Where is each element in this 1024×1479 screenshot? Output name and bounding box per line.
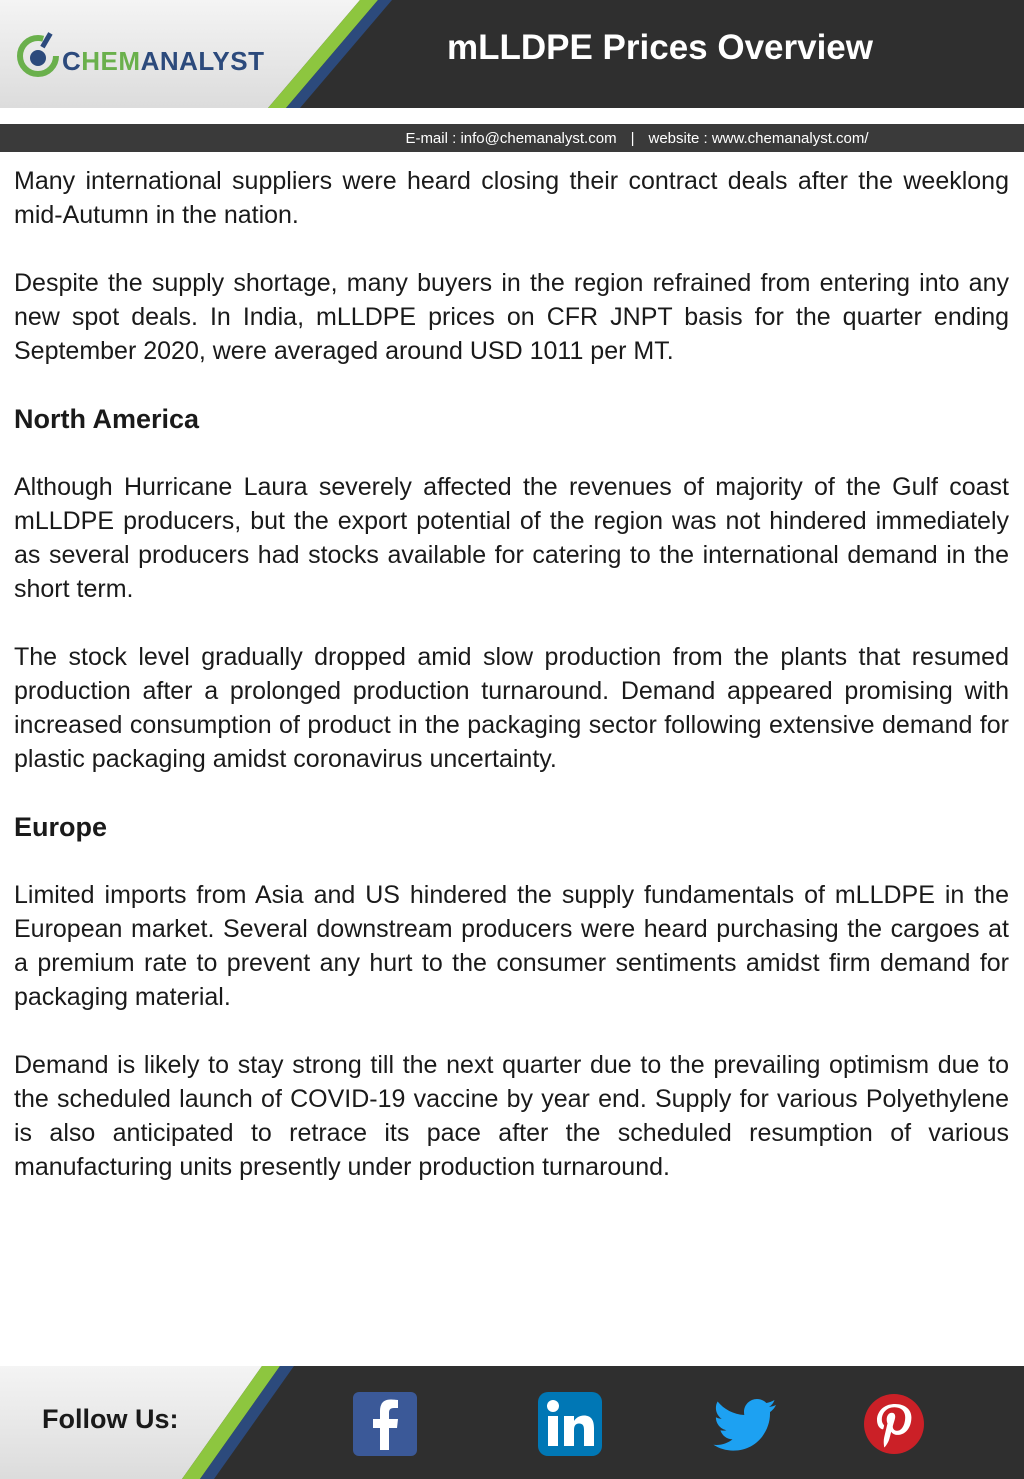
facebook-icon[interactable] [353, 1392, 417, 1456]
contact-bar [0, 124, 1024, 152]
paragraph-5: Limited imports from Asia and US hindered the supply fundamentals of mLLDPE in the European market. Several downstream producers were heard purchasing the cargoes at a premium rate to prevent any hurt to the consumer sentiments amidst firm demand for packaging material. [14, 881, 1009, 1011]
twitter-icon[interactable] [712, 1392, 776, 1456]
paragraph-2: Despite the supply shortage, many buyers in the region refrained from entering into any new spot deals. In India, mLLDPE prices on CFR JNPT basis for the quarter ending September 2020, were averaged around USD 1011 per MT. [14, 269, 1009, 365]
logo-part-c: C [62, 46, 82, 76]
article-body [14, 164, 1009, 1218]
pinterest-icon[interactable] [862, 1392, 926, 1456]
logo-part-hem: HEM [81, 46, 141, 76]
logo-part-analyst: ANALYST [140, 46, 265, 76]
paragraph-3: Although Hurricane Laura severely affected the revenues of majority of the Gulf coast mLLDPE producers, but the export potential of the region was not hindered immediately as several producers had stocks available for catering to the international demand in the short term. [14, 473, 1009, 603]
linkedin-icon[interactable] [538, 1392, 602, 1456]
contact-email[interactable]: E-mail : info@chemanalyst.com [405, 129, 617, 147]
contact-website[interactable]: website : www.chemanalyst.com/ [648, 129, 869, 147]
page-title: mLLDPE Prices Overview [446, 28, 874, 67]
contact-separator: | [630, 129, 635, 147]
page-footer [0, 1366, 1024, 1479]
follow-us-label: Follow Us: [42, 1404, 179, 1434]
heading-north-america: North America [14, 404, 200, 434]
paragraph-6: Demand is likely to stay strong till the next quarter due to the prevailing optimism due to the scheduled launch of COVID-19 vaccine by year end. Supply for various Polyethylene is also anticipated to retrace its pace after the scheduled resumption of various manufacturing units presently under production turnaround. [14, 1051, 1009, 1181]
page-header [0, 0, 1024, 108]
paragraph-4: The stock level gradually dropped amid slow production from the plants that resumed production after a prolonged production turnaround. Demand appeared promising with increased consumption of product in the packaging sector following extensive demand for plastic packaging amidst coronavirus uncertainty. [14, 643, 1009, 773]
paragraph-1: Many international suppliers were heard closing their contract deals after the weeklong mid-Autumn in the nation. [14, 167, 1009, 229]
heading-europe: Europe [14, 812, 108, 842]
logo-wordmark [62, 46, 264, 77]
